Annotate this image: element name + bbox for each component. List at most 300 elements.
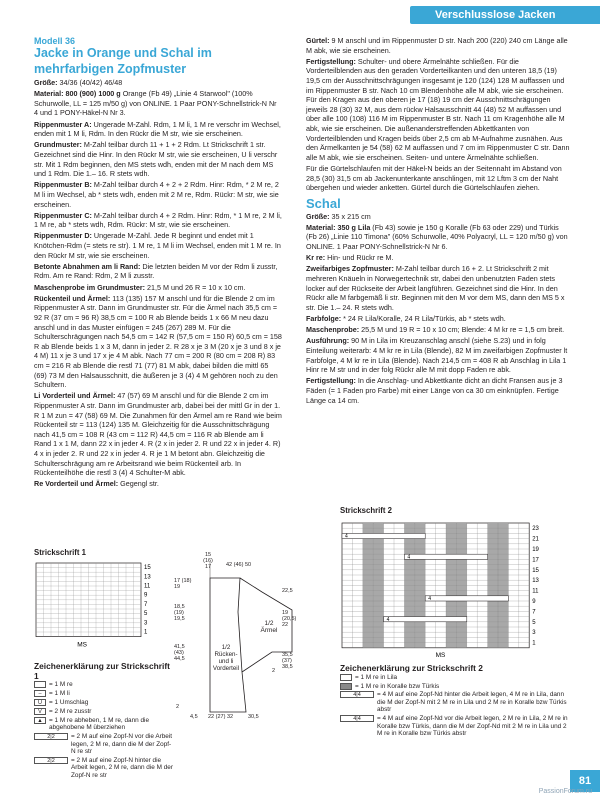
chart-2-cell [373,596,383,601]
chart-2-cell [456,606,466,611]
chart-2-cell [488,580,498,585]
scarf-paragraph-text: 90 M in Lila im Kreuzanschlag anschl (siehe S.23) und in folg Einteilung weiterarb: 4 M kr re in Lila (Blende), 82 M im zweifarbigen Zopfmuster lt Farbfolge, 4 M kr re in Lila (Blende). Nach 214,5 cm = 408 R ab Anschlag in Lila 1 Hinr re M str und in der folg Rückr alle M mit dopp Faden re abk. [306,336,568,375]
chart-2-cell [373,591,383,596]
scarf-paragraph-text: M-Zahl teilbar durch 16 + 2. Lt Strickschrift 2 mit mehreren Knäueln in Norwegertechnik str, dabei den unbenutzten Faden stets locker auf der Rückseite der Arbeit langführen. Gezeichnet sind die Hinr. In den Rückr alle M farbgemäß li str. Beginnen mit den M vor dem MS, dann den MS 5 x str. Die 1.– 24. R stets wdh. [306,264,565,312]
top-banner [0,0,600,30]
chart-2-cell [415,570,425,575]
chart-2-cell [363,570,373,575]
chart-2-row-number: 9 [532,599,536,605]
category-tab: Verschlusslose Jacken [410,6,600,24]
chart-2-cell [488,533,498,538]
key-2-symbol: 4|4 [340,691,374,698]
chart-2-cell [363,622,373,627]
chart-2-cell [415,575,425,580]
chart-2-cell [456,611,466,616]
right-paragraph [306,57,570,163]
chart-2-row-number: 17 [532,557,539,564]
chart-2-cell [456,539,466,544]
chart-2-cell [446,570,456,575]
key-1-row [34,717,174,732]
chart-2-cell [404,575,414,580]
scarf-paragraph-label: Material: 350 g Lila [306,222,371,232]
key-1-symbol: 2|2 [34,757,68,764]
chart-2-cell [363,637,373,642]
chart-2-row-number: 5 [532,619,536,626]
chart-2-block [340,506,572,660]
chart-2-cell [456,575,466,580]
scarf-paragraph-text: In die Anschlag- und Abkettkante dicht an dicht Fransen aus je 3 Fäden (= 1 Faden pro Farbe) mit einer Länge von ca 30 cm einknüpfen. Fertige Länge ca 14 cm. [306,376,563,405]
chart-2-cell [415,611,425,616]
label-g: 41,5 (43) 44,5 [174,644,185,662]
chart-2-cell [373,559,383,564]
key-1-row [34,699,174,706]
key-2-title: Zeichenerklärung zur Strickschrift 2 [340,663,483,673]
chart-2-cell [498,554,508,559]
chart-2-row-number: 13 [532,578,539,585]
chart-2-cell [415,591,425,596]
chart-2-cell [373,565,383,570]
right-paragraph-text: 9 M anschl und im Rippenmuster D str. Nach 200 (220) 240 cm Länge alle M abk, wie sie erscheinen. [306,36,568,55]
label-l: 30,5 [248,714,259,720]
chart-2-cell [446,601,456,606]
key-2-text: = 1 M re in Lila [355,673,398,681]
chart-2-cell [373,606,383,611]
chart-2-row-number: 1 [532,640,536,647]
chart-2-cell [373,622,383,627]
left-paragraph [34,78,282,88]
chart-2-cell [456,601,466,606]
left-paragraph-label: Rippenmuster B: [34,180,92,190]
chart-2-cell [415,580,425,585]
chart-2-cell [456,632,466,637]
chart-2-cell [363,627,373,632]
chart-2-cell [404,539,414,544]
key-1-row [34,757,174,779]
instructions-right [306,36,570,193]
chart-2-cell [373,611,383,616]
chart-2-cell [373,601,383,606]
chart-2-cell [446,643,456,648]
garment-schematic [172,552,302,724]
scarf-paragraph-label: Fertigstellung: [306,376,356,386]
scarf-paragraph [306,223,570,252]
left-paragraph [34,391,282,477]
key-1-symbol: U [34,699,46,706]
key-2-text: = 4 M auf eine Zopf-Nd vor die Arbeit legen, 2 M re in Lila, 2 M re in Koralle bzw Türkis, dann die M der Zopf-Nd mit 2 M re in Lila und 2 M re in Koralle bzw Türkis abstr [377,715,568,737]
chart-2-cell [404,523,414,528]
chart-2-cell [363,580,373,585]
scarf-title: Schal [306,195,341,211]
key-1-symbol: ▲ [34,717,46,724]
model-title-line-1: Jacke in Orange und Schal im [34,46,212,60]
chart-2-cell [404,580,414,585]
scarf-paragraph [306,253,570,263]
chart-2-cell-label: 4 [428,596,431,602]
chart-2-cell [498,539,508,544]
chart-2-cell [415,528,425,533]
chart-2-cell-label: 4 [386,616,390,623]
chart-2-cell [488,585,498,590]
key-2-symbol [340,674,352,681]
chart-2-cell [498,544,508,549]
chart-2-cell [446,528,456,533]
chart-2-cell [415,606,425,611]
body-label: 1/2 Rücken- und li Vorderteil [212,644,240,672]
chart-2-cell [446,549,456,554]
chart-2-cell [446,591,456,596]
left-paragraph [34,231,282,260]
scarf-paragraph-label: Maschenprobe: [306,325,360,335]
right-column [306,36,570,407]
chart-2-cell [404,627,414,632]
scarf-paragraph [306,376,570,405]
chart-2-cell [446,627,456,632]
chart-2-cell [498,570,508,575]
chart-2-cell [488,591,498,596]
scarf-paragraph-label: Größe: [306,211,330,221]
chart-2-cell [363,601,373,606]
chart-2-cell [498,575,508,580]
chart-2-cell [415,643,425,648]
chart-2-cell [498,627,508,632]
scarf-paragraph [306,314,570,324]
left-paragraph-text: 47 (57) 69 M anschl und für die Blende 2 cm im Rippenmuster A str. Dann im Grundmuster arb, dabei bei der mittl Gr in der 1. R 1 M zun = 47 (58) 69 M. Die Zunahmen für den Ärmel am re Rand wie beim Rückenteil str = 113 (124) 135 M. Gleichzeitig für die Ausschnittschrägung nach 41,5 cm = 108 R (43 cm = 112 R) 44,5 cm = 116 R ab Blende am li Rand 1 x 1 M, dann 22 x in jeder 4. R (2 x in jeder 2. R und 22 x in jeder 4. R) 4 x in jeder 2. R und 22 x in jeder 4. R je 1 M betont abn. Gleichzeitig die Schulterschrägung am re Arbeitsrand wie beim Rückenteil arb. In Rückenteilhöhe die restl 3 (4) 4 Schulter-M abk. [34,391,282,478]
chart-2-cell [498,643,508,648]
left-paragraph-label: Re Vorderteil und Ärmel: [34,479,119,489]
label-c: 17 (18) 19 [174,578,192,590]
key-2-symbol: 4|4 [340,715,374,722]
key-1-row [34,690,174,697]
chart-2-cell [488,606,498,611]
chart-2-cell [363,539,373,544]
chart-1-row-number: 1 [144,629,148,636]
chart-2-cell [488,643,498,648]
instructions-left [34,78,282,489]
left-paragraph-text: Gegengl str. [118,479,159,489]
chart-2-cell [415,601,425,606]
chart-2-cell [373,643,383,648]
left-paragraph-label: Rückenteil und Ärmel: [34,293,111,303]
chart-2-cell [404,643,414,648]
chart-1-repeat-label: MS [77,641,87,649]
page-number: 81 [570,770,600,792]
scarf-paragraph-text: 35 x 215 cm [329,211,371,221]
key-1-row [34,681,174,688]
chart-2-cell [456,549,466,554]
left-paragraph-text: 113 (135) 157 M anschl und für die Blende 2 cm im Rippenmuster A str. Dann im Grundmuster str. Für die Ärmel nach 35,5 cm = 92 R (37 cm = 96 R) 38,5 cm = 100 R ab Blende beids 1 x 66 M neu dazu anschl und in das Muster einfügen = 245 (267) 289 M. Für die Schulterschrägungen nach 54,5 cm = 142 R (57,5 cm = 150 R) 60,5 cm = 158 R ab Blende beids 1 x 3 M, dann in jeder 2. R 28 x je 3 M (20 x je 3 und 8 x je 4 M) 11 x je 3 und 17 x je 4 M abk. Nach 77 cm = 200 R (80 cm = 208 R) 83 cm = 216 R ab Blende die restl 71 (77) 81 M abk, dabei bilden die mittl 65 (69) 73 M den Halsausschnitt, die äußeren je 3 (4) 4 M gehören noch zu den Schultern. [34,293,282,390]
chart-2-cell [446,575,456,580]
left-paragraph-text: Ungerade M-Zahl. Jede R beginnt und endet mit 1 Knötchen-Rdm (= stets re str). 1 M re, 1 M li im Wechsel, enden mit 1 M re. In den Rückr M str, wie sie erscheinen. [34,231,281,260]
chart-2-cell [456,591,466,596]
chart-2-cell [498,528,508,533]
chart-2-cell [446,559,456,564]
chart-2-cell [488,544,498,549]
chart-2-cell [498,637,508,642]
chart-2-cell [456,528,466,533]
chart-2-cell [404,601,414,606]
chart-2-cell [488,549,498,554]
chart-2-cell [498,591,508,596]
chart-2-cable [425,596,508,601]
chart-1-row-number: 15 [144,565,151,572]
chart-2-cell [363,643,373,648]
chart-2-cell [373,617,383,622]
chart-2-cell-label: 4 [345,533,348,540]
chart-2-cell [456,585,466,590]
label-d: 22,5 [282,588,293,594]
scarf-paragraph-text: (Fb 43) sowie je 150 g Koralle (Fb 63 oder 229) und Türkis (Fb 26) „Linie 110 Timona" (60% Schurwolle, 40% Polyacryl, LL = 120 m/50 g) von ONLINE. 1 Paar PONY-Schnellstrick-N Nr 6. [306,222,568,252]
key-1-symbol: V [34,708,46,715]
chart-2-cable [404,554,487,559]
chart-2-cell [404,570,414,575]
chart-2-cell [498,533,508,538]
key-1-title: Zeichenerklärung zur Strickschrift 1 [34,661,170,681]
chart-2-cell [456,622,466,627]
chart-2-cell [363,632,373,637]
chart-2-cell [498,585,508,590]
chart-2-cell [404,606,414,611]
chart-2-cell [363,544,373,549]
chart-2-cell [498,549,508,554]
chart-2-cell [498,632,508,637]
chart-2-cell [363,585,373,590]
scarf-paragraph-text: 25,5 M und 19 R = 10 x 10 cm; Blende: 4 M kr re = 1,5 cm breit. [359,325,565,335]
chart-2-cell [488,559,498,564]
chart-2-cell [446,606,456,611]
key-1-text: = 1 M re [49,681,73,689]
chart-2-cell [446,622,456,627]
chart-1-row-number: 7 [144,601,148,608]
chart-2-row-number: 7 [532,609,536,616]
left-column [34,36,282,490]
chart-2-cell [446,580,456,585]
left-paragraph [34,283,282,293]
chart-2-cell [488,575,498,580]
key-2-symbol [340,683,352,690]
chart-2-cell [415,632,425,637]
key-1-text: = 1 Umschlag [49,699,89,706]
chart-2-cell [404,565,414,570]
key-1-text: = 1 M re abheben, 1 M re, dann die abgehobene M überziehen [49,716,150,732]
chart-2-cell [363,528,373,533]
chart-2-cell [488,627,498,632]
left-paragraph [34,140,282,178]
left-paragraph-label: Größe: [34,78,58,87]
chart-2-cell [456,643,466,648]
chart-2-cell [498,580,508,585]
scarf-paragraph-text: * 24 R Lila/Koralle, 24 R Lila/Türkis, ab * stets wdh. [341,314,506,323]
right-paragraph [306,164,570,193]
chart-2-cell [415,637,425,642]
scarf-paragraph-label: Ausführung: [306,336,350,346]
left-paragraph [34,479,282,489]
label-m: 4,5 [190,714,198,720]
key-1-row [34,708,174,715]
right-paragraph [306,36,570,55]
right-paragraph-text: Für die Gürtelschlaufen mit der Häkel-N beids an der Seitennaht im Abstand von 28,5 (30) 31,5 cm ab Jackenunterkante anschlingen, mit 12 Lftm 3 cm der Naht übergehen und wieder anketten. Gürtel durch die Gürtelschlaufen ziehen. [306,163,562,193]
chart-2-cell [373,554,383,559]
key-2-text: = 1 M re in Koralle bzw Türkis [355,682,440,690]
chart-2-cell [488,622,498,627]
chart-2-grid [340,515,572,659]
chart-2-cell [498,622,508,627]
chart-2-cell [488,617,498,622]
chart-2-cell [415,565,425,570]
chart-2-cell [456,523,466,528]
chart-2-row-number: 11 [532,588,539,595]
key-2-row [340,691,572,713]
left-paragraph [34,120,282,139]
chart-2-cell [488,565,498,570]
key-1-row [34,733,174,755]
chart-2-cell [498,565,508,570]
left-paragraph-label: Grundmuster: [34,140,82,150]
chart-2-cell [373,549,383,554]
chart-2-cell [446,632,456,637]
key-1-text: = 2 M auf eine Zopf-N hinter die Arbeit legen, 2 M re, dann die M der Zopf-N re str [71,756,173,779]
chart-2-cell [363,617,373,622]
chart-2-cell [488,523,498,528]
chart-2-cell-label: 4 [407,554,411,561]
chart-2-cable [384,617,467,622]
left-paragraph-label: Rippenmuster C: [34,210,92,220]
scarf-paragraph [306,212,570,222]
chart-1-row-number: 5 [144,611,148,618]
label-b: 42 (46) 50 [226,562,252,568]
chart-2-cell [498,617,508,622]
scarf-paragraph-label: Zweifarbiges Zopfmuster: [306,264,394,274]
chart-2-cell [404,528,414,533]
chart-2-row-number: 23 [532,526,539,533]
left-paragraph [34,262,282,281]
chart-2-cell [404,622,414,627]
chart-2-cell [456,580,466,585]
label-h: 35,5 (37) 38,5 [282,652,293,670]
chart-2-cell [415,549,425,554]
chart-2-key [340,664,572,739]
key-1-symbol [34,681,46,688]
chart-2-cell [404,591,414,596]
chart-2-cell [404,632,414,637]
left-paragraph-text: Die letzten beiden M vor der Rdm li zusstr, Rdm. Am re Rand: Rdm, 2 M li zusstr. [34,261,278,281]
scarf-paragraph [306,325,570,335]
scarf-instructions [306,212,570,405]
chart-2-cell [456,544,466,549]
key-2-row [340,674,572,681]
key-1-text: = 2 M re zusstr [49,707,92,715]
chart-2-row-number: 19 [532,547,539,553]
chart-2-cell [446,544,456,549]
left-paragraph [34,294,282,390]
chart-1-caption: Strickschrift 1 [34,548,87,557]
chart-2-cell [404,544,414,549]
scarf-paragraph [306,264,570,312]
key-2-row [340,683,572,690]
scarf-paragraph-text: Hin- und Rückr re M. [325,253,394,263]
chart-2-cell [373,627,383,632]
chart-2-cell [373,528,383,533]
right-paragraph-label: Fertigstellung: [306,56,356,66]
chart-2-cell [363,596,373,601]
key-1-items [34,681,174,779]
chart-2-cell [446,539,456,544]
chart-2-cell [373,575,383,580]
left-paragraph-label: Rippenmuster D: [34,231,92,241]
left-paragraph-label: Betonte Abnahmen am li Rand: [34,261,141,271]
left-paragraph [34,180,282,209]
chart-2-row-number: 3 [532,630,536,637]
chart-2-cell [488,611,498,616]
chart-2-cell [373,585,383,590]
chart-2-cell [415,539,425,544]
chart-2-caption: Strickschrift 2 [340,506,393,515]
chart-2-cell [488,554,498,559]
left-paragraph-label: Li Vorderteil und Ärmel: [34,391,116,401]
chart-2-cell [498,611,508,616]
right-paragraph-label: Gürtel: [306,36,330,45]
chart-2-cell [498,601,508,606]
chart-2-cell [373,580,383,585]
left-paragraph-label: Maschenprobe im Grundmuster: [34,282,146,292]
chart-2-repeat-label: MS [435,651,446,659]
chart-2-row-number: 15 [532,567,539,574]
left-paragraph-text: M-Zahl teilbar durch 4 + 2 + 2 Rdm. Hinr: Rdm, * 2 M re, 2 M li im Wechsel, ab * stets wdh, enden mit 2 M re, Rdm. Rückr: M str, wie sie erscheinen. [34,180,279,209]
right-paragraph-text: Schulter- und obere Ärmelnähte schließen. Für die Vorderteilblenden aus den geraden Vorderteilkanten und den unteren 18,5 (19) 19,5 cm der Ausschnittschrägungen insgesamt je 120 (124) 128 M auffassen und im Rippenmuster B str. Nach 10 cm Blendenhöhe alle M abk, wie sie erscheinen. Für den Kragen aus den oberen je 17 (18) 19 cm der Ausschnittschrägungen jeweils 28 (30) 32 M, aus dem rückw Halsausschnitt 44 (48) 52 M auffassen und über alle 100 (108) 116 M im Rippenmuster B str. Nach 11 cm Kragenhöhe alle M abk, wie sie erscheinen. Die außenanderstreffenden Abkettkanten von Vorderteilblenden und Kragen beids über 2,5 cm ab M-Aufnahme zusnähen. Aus den Ärmelkanten je 54 (58) 62 M auffassen und 7 cm im Rippenmuster C str. Dann alle M abk, wie sie erscheinen. Seiten- und untere Ärmelnähte schließen. [306,56,570,162]
key-2-row [340,715,572,737]
chart-2-cell [456,570,466,575]
scarf-paragraph [306,336,570,374]
chart-2-cell [363,565,373,570]
chart-2-cell [498,559,508,564]
chart-2-cell [373,539,383,544]
chart-1-grid [34,557,169,649]
left-paragraph-text: Ungerade M-Zahl. Rdm, 1 M li, 1 M re verschr im Wechsel, enden mit 1 M li, Rdm. In den Rückr die M str, wie sie erscheinen. [34,119,281,139]
chart-2-cell [498,523,508,528]
label-k: 22 (27) 32 [208,714,234,720]
model-title-line-2: mehrfarbigen Zopfmuster [34,61,187,76]
chart-2-cell [498,606,508,611]
chart-2-cell [415,523,425,528]
chart-1-key [34,662,174,781]
sleeve-label: 1/2 Ärmel [260,620,278,635]
chart-1-block [34,548,169,650]
chart-2-cell [404,596,414,601]
chart-2-cell [456,637,466,642]
key-1-symbol: 2|2 [34,733,68,740]
chart-2-cell [415,627,425,632]
label-f: 19 (20,5) 22 [282,610,297,628]
chart-2-cell [373,523,383,528]
scarf-paragraph-label: Kr re: [306,253,326,263]
chart-2-cell [456,627,466,632]
chart-2-cell [446,637,456,642]
chart-2-cell [446,533,456,538]
key-2-items [340,674,572,738]
chart-2-cell [373,570,383,575]
chart-2-cell [363,591,373,596]
chart-2-cell [363,559,373,564]
model-number: Modell 36 [34,36,76,46]
chart-2-cell [404,611,414,616]
chart-2-cell [488,632,498,637]
chart-2-cell [488,570,498,575]
chart-2-cell [404,585,414,590]
chart-2-cell [446,585,456,590]
label-j: 2 [272,668,276,674]
chart-2-cell [363,611,373,616]
left-paragraph-text: 34/36 (40/42) 46/48 [57,78,123,87]
chart-2-cell [415,544,425,549]
